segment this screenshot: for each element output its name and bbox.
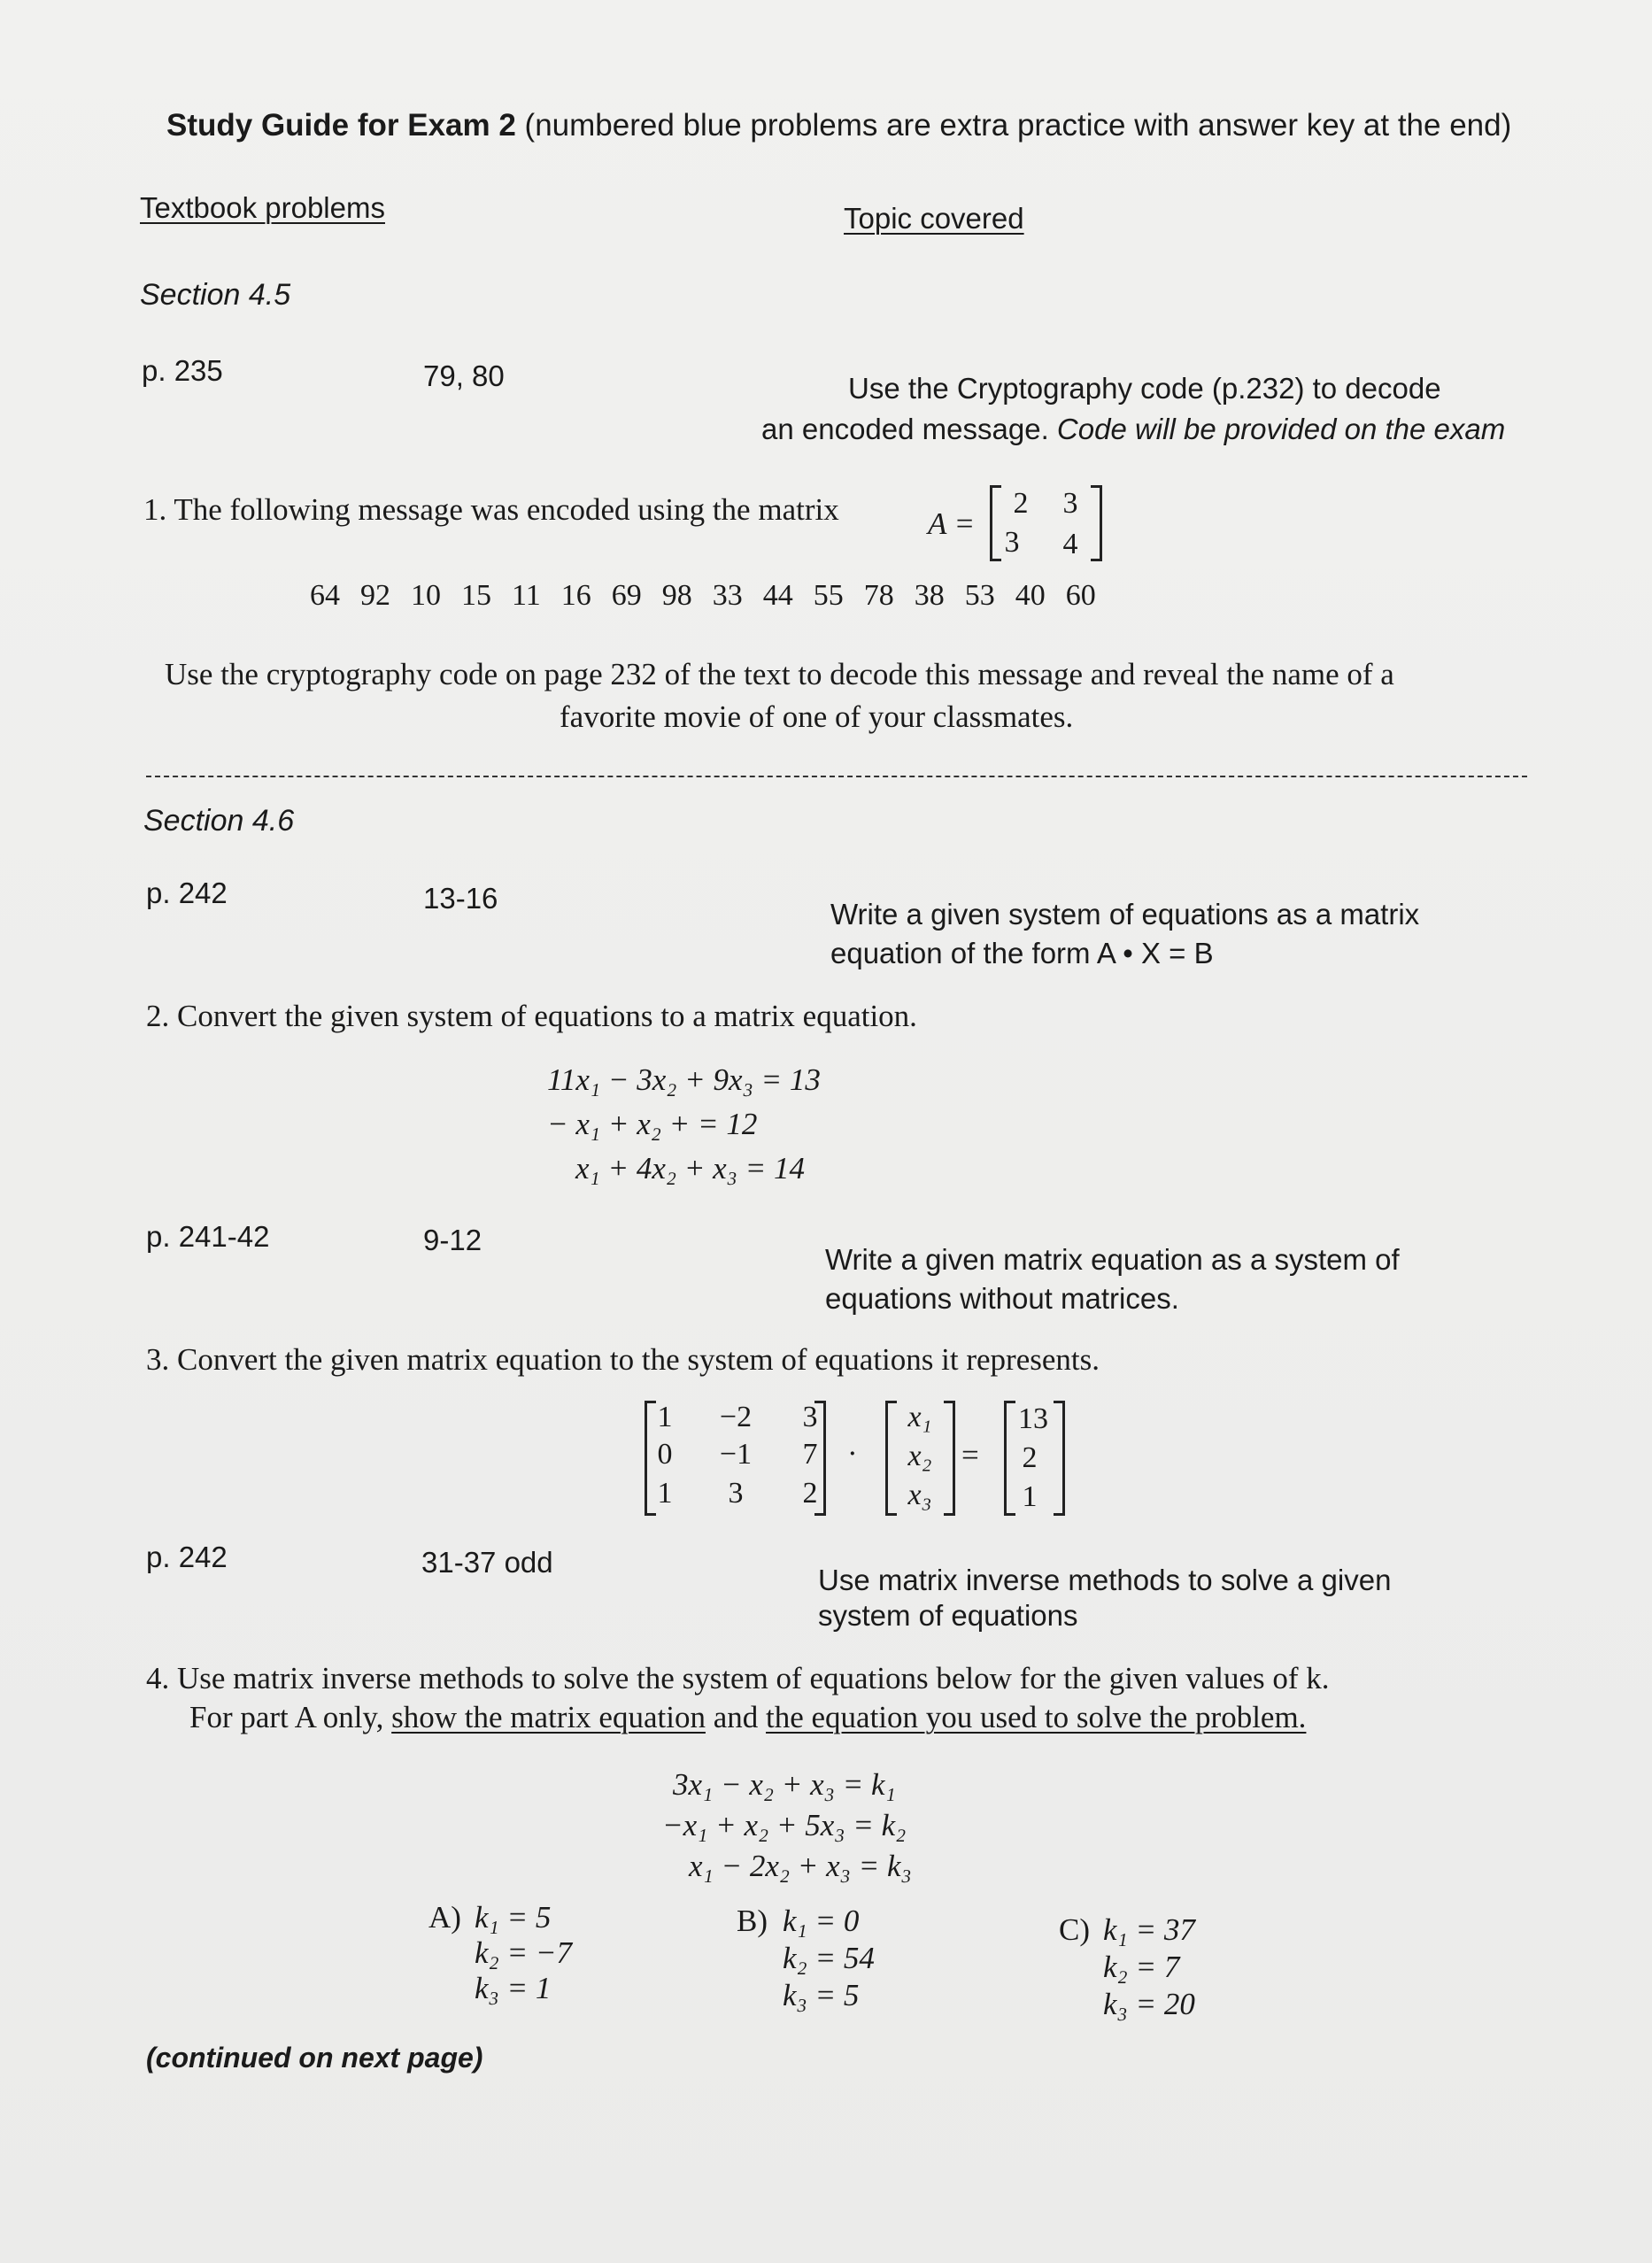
page-ref: p. 241-42	[146, 1220, 270, 1253]
equation-line: x₁ − 2x₂ + x₃ = k₃	[689, 1849, 912, 1883]
code-number: 44	[762, 579, 793, 612]
code-number: 60	[1065, 579, 1096, 612]
k-value: k₂ = −7	[475, 1935, 572, 1970]
code-number: 38	[914, 579, 945, 612]
matrix-cell: 3	[1062, 487, 1078, 520]
code-number: 10	[411, 579, 441, 612]
page-ref: p. 242	[146, 877, 228, 909]
matrix-cell: 2	[1013, 487, 1029, 520]
part-label: C)	[1059, 1912, 1090, 1947]
matrix-cell: 3	[802, 1401, 818, 1433]
encoded-message	[310, 579, 1116, 613]
code-number: 69	[611, 579, 642, 612]
topic-line: equation of the form A • X = B	[830, 937, 1214, 969]
rhs-cell: 2	[1022, 1441, 1038, 1474]
k-value: k₃ = 20	[1103, 1987, 1195, 2021]
matrix-cell: 4	[1062, 528, 1078, 560]
problem-1-instruction: Use the cryptography code on page 232 of the text to decode this message and reveal the name of a	[165, 657, 1394, 691]
equation-line: x₁ + 4x₂ + x₃ = 14	[575, 1151, 805, 1186]
problem-4-text: For part A only, show the matrix equation and the equation you used to solve the problem.	[189, 1700, 1307, 1734]
matrix-cell: 1	[657, 1477, 673, 1510]
code-number: 15	[461, 579, 491, 612]
topic-line: equations without matrices.	[825, 1282, 1179, 1315]
equation-line: − x₁ + x₂ + = 12	[547, 1107, 758, 1141]
topic-line: Write a given system of equations as a matrix	[830, 898, 1420, 931]
equals-sign: =	[961, 1438, 979, 1472]
k-value: k₁ = 0	[783, 1904, 860, 1938]
matrix-cell: 7	[802, 1438, 818, 1471]
problem-1-instruction: favorite movie of one of your classmates.	[560, 699, 1074, 734]
k-value: k₂ = 54	[783, 1941, 875, 1975]
vector-bracket-left	[885, 1401, 897, 1516]
problem-numbers: 79, 80	[423, 359, 505, 392]
problem-1-text: 1. The following message was encoded using the matrix	[143, 492, 839, 527]
k-value: k₃ = 5	[783, 1978, 860, 2012]
equation-line: 11x₁ − 3x₂ + 9x₃ = 13	[547, 1062, 821, 1097]
equation-line: 3x₁ − x₂ + x₃ = k₁	[673, 1767, 896, 1802]
page-title: Study Guide for Exam 2 (numbered blue problems are extra practice with answer key at the end)	[166, 108, 1512, 143]
vector-bracket-right	[944, 1401, 955, 1516]
problem-numbers: 31-37 odd	[421, 1546, 553, 1579]
matrix-cell: 0	[657, 1438, 673, 1471]
k-value: k₃ = 1	[475, 1971, 552, 2005]
problem-2-text: 2. Convert the given system of equations to a matrix equation.	[146, 999, 917, 1033]
page-ref: p. 235	[142, 354, 223, 387]
code-number: 55	[813, 579, 844, 612]
k-value: k₁ = 37	[1103, 1912, 1195, 1947]
problem-numbers: 9-12	[423, 1224, 482, 1256]
code-number: 33	[712, 579, 743, 612]
code-number: 64	[310, 579, 340, 612]
k-value: k₂ = 7	[1103, 1950, 1180, 1984]
column-header-textbook: Textbook problems	[140, 191, 385, 224]
code-number: 16	[560, 579, 591, 612]
matrix-cell: 2	[802, 1477, 818, 1510]
matrix-cell: 3	[1004, 526, 1020, 559]
code-number: 40	[1015, 579, 1046, 612]
k-value: k₁ = 5	[475, 1900, 552, 1935]
equation-line: −x₁ + x₂ + 5x₃ = k₂	[662, 1808, 907, 1842]
code-number: 53	[964, 579, 995, 612]
continued-note: (continued on next page)	[146, 2042, 483, 2074]
matrix-cell: 1	[657, 1401, 673, 1433]
section-divider	[146, 776, 1527, 777]
multiply-dot: ·	[847, 1436, 858, 1471]
variable-cell: x₁	[907, 1401, 932, 1433]
code-number: 78	[863, 579, 894, 612]
rhs-cell: 13	[1018, 1402, 1048, 1435]
section-heading-4-6: Section 4.6	[143, 804, 295, 838]
page-ref: p. 242	[146, 1541, 228, 1573]
variable-cell: x₂	[907, 1440, 932, 1472]
matrix-cell: 3	[728, 1477, 744, 1510]
topic-line: Write a given matrix equation as a system of	[825, 1243, 1400, 1276]
column-header-topic: Topic covered	[844, 202, 1024, 235]
matrix-label: A =	[928, 506, 976, 541]
code-number: 92	[360, 579, 390, 612]
rhs-cell: 1	[1022, 1480, 1038, 1513]
part-label: A)	[428, 1900, 461, 1935]
matrix-cell: −2	[719, 1401, 753, 1433]
topic-line: Use the Cryptography code (p.232) to decode	[848, 372, 1441, 405]
code-number: 98	[661, 579, 692, 612]
topic-line: Use matrix inverse methods to solve a given	[818, 1564, 1392, 1596]
topic-line: system of equations	[818, 1599, 1078, 1632]
code-number: 11	[512, 579, 541, 612]
matrix-cell: −1	[719, 1438, 753, 1471]
part-label: B)	[737, 1904, 768, 1938]
problem-4-text: 4. Use matrix inverse methods to solve the system of equations below for the given values of k.	[146, 1661, 1330, 1695]
problem-numbers: 13-16	[423, 882, 498, 915]
problem-3-text: 3. Convert the given matrix equation to the system of equations it represents.	[146, 1342, 1100, 1377]
variable-cell: x₃	[907, 1479, 932, 1511]
section-heading-4-5: Section 4.5	[140, 278, 291, 312]
topic-line: an encoded message. Code will be provided on the exam	[761, 413, 1506, 445]
